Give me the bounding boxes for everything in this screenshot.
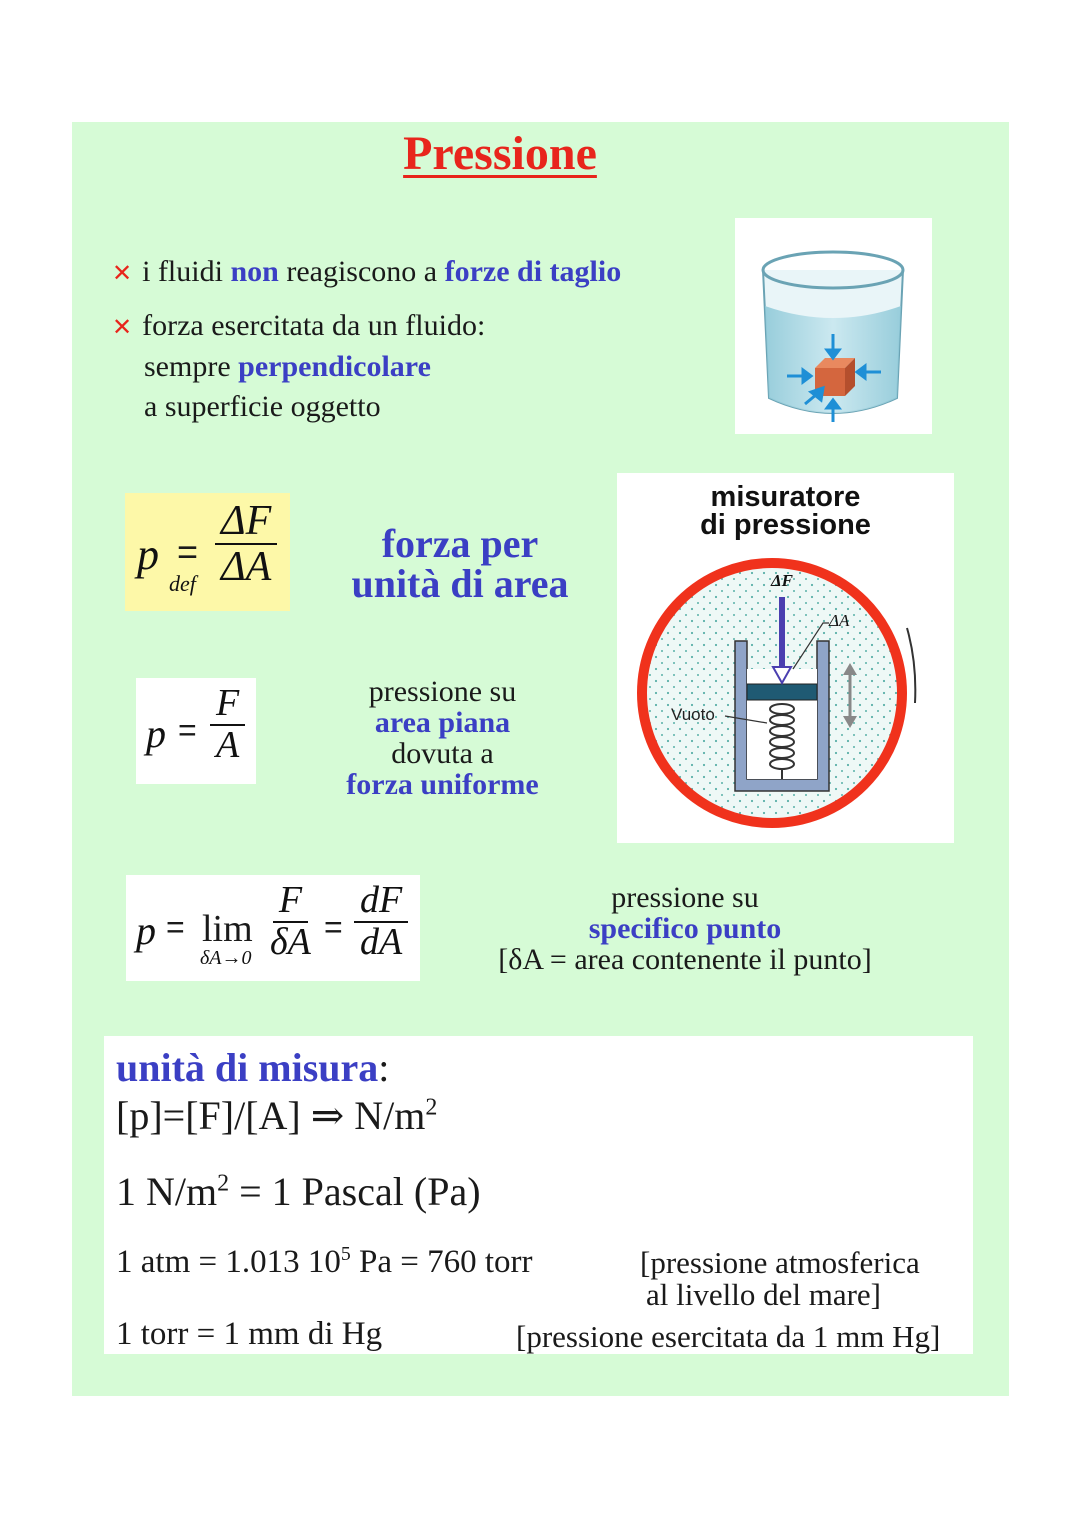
caption-uniform-force: pressione su area piana dovuta a forza uniforme — [346, 675, 539, 801]
cross-bullet-icon: ✕ — [112, 259, 133, 287]
formula-definition: p = def $\frac{\Delta F}{\Delta A}$ — [125, 493, 290, 611]
units-section — [104, 1036, 973, 1354]
beaker-cube-icon — [735, 218, 932, 434]
beaker-illustration — [735, 218, 932, 434]
pressure-gauge-illustration — [617, 473, 954, 843]
bullet-perpendicular: ✕ forza esercitata da un fluido: sempre perpendicolare a superficie oggetto — [112, 309, 486, 423]
caption-force-per-area: forza per unità di area — [351, 521, 569, 606]
formula-limit: p = lim δA→0 $\frac{F}{\delta A}$ = $\frac{dF}{dA}$ — [126, 875, 420, 981]
units-torr-note: [pressione esercitata da 1 mm Hg] — [516, 1319, 941, 1354]
units-pascal: 1 $N/m^2 = 1$ Pascal (Pa) — [116, 1169, 481, 1214]
gauge-vacuum-label: Vuoto — [671, 705, 715, 724]
units-atm: 1 atm = 1.013 $10^5$ Pa = 760 torr — [116, 1243, 533, 1280]
page-title: Pressione — [403, 127, 597, 180]
caption-specific-point: pressione su specifico punto [δA = area contenente il punto] — [498, 881, 872, 976]
units-heading: unità di misura: — [116, 1045, 390, 1090]
gauge-force-label: ΔF — [771, 571, 793, 590]
bullet-shear: ✕ i fluidi non reagiscono a forze di taglio — [112, 255, 622, 288]
units-dimension: [p]=[F]/[A] ⇒ $N/m^2$ — [116, 1093, 438, 1138]
cross-bullet-icon: ✕ — [112, 313, 133, 341]
formula-uniform: p = $\frac{F}{A}$ — [136, 678, 256, 784]
gauge-diagram — [617, 473, 954, 843]
units-atm-note: [pressione atmosferica al livello del mare] — [640, 1245, 920, 1312]
gauge-area-label: ΔA — [829, 611, 850, 630]
gauge-title: misuratore di pressione — [700, 481, 871, 541]
units-torr: 1 torr = 1 mm di Hg — [116, 1316, 383, 1352]
